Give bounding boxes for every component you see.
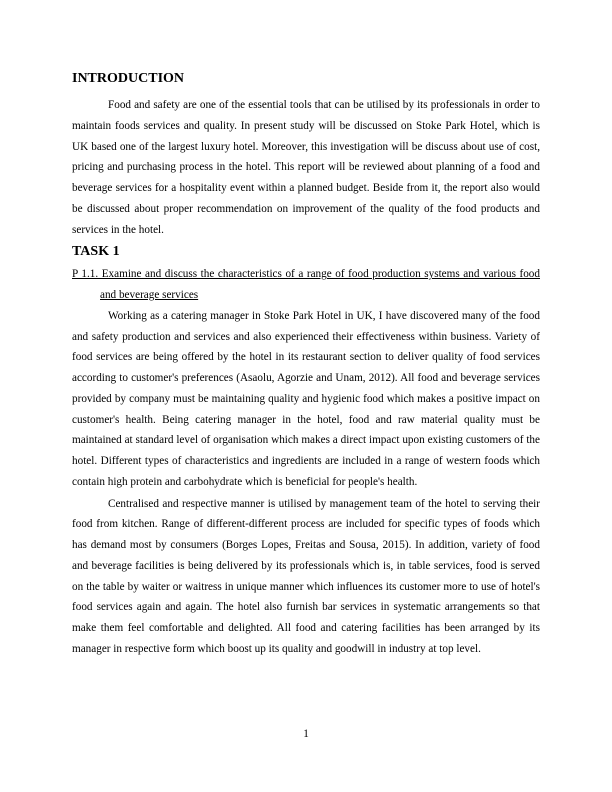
introduction-paragraph: Food and safety are one of the essential tools that can be utilised by its professionals in order to maintain foods services and quality. In present study will be discussed on Stoke Park Hotel, which is UK based one of the largest luxury hotel. Moreover, this investigation will be discuss about use of cost, pricing and purchasing process in the hotel. This report will be reviewed about planning of a food and beverage services for a hospitality event within a planned budget. Beside from it, the report also would be discussed about proper recommendation on improvement of the quality of the food products and services in the hotel. bbox=[72, 99, 540, 236]
page-number: 1 bbox=[303, 728, 309, 740]
task1-heading: TASK 1 bbox=[72, 244, 120, 260]
document-page bbox=[72, 70, 540, 661]
task1-paragraph-1: Working as a catering manager in Stoke Park Hotel in UK, I have discovered many of the food and safety production and services and also experienced their effectiveness within business. Variety of food services are being offered by the hotel in its restaurant section to deliver quality of food services according to customer's preferences (Asaolu, Agorzie and Unam, 2012). All food and beverage services provided by company must be maintaining quality and hygienic food which makes a positive impact on customer's health. Being catering manager in the hotel, food and raw material quality must be maintained at standard level of organisation which makes a direct impact upon existing customers of the hotel. Different types of characteristics and ingredients are included in a range of western foods which contain high protein and carbohydrate which is beneficial for people's health. bbox=[72, 309, 540, 488]
task1-paragraph-2: Centralised and respective manner is utilised by management team of the hotel to serving their food from kitchen. Range of different-different process are included for specific types of foods which has demand most by consumers (Borges Lopes, Freitas and Sousa, 2015). In addition, variety of food and beverage facilities is being delivered by its professionals which is, in table services, food is served on the table by waiter or waitress in unique manner which influences its customer more to use of hotel's food services again and again. The hotel also furnish bar services in systematic arrangements so that make them feel comfortable and delighted. All food and catering facilities has been arranged by its manager in respective form which boost up its quality and goodwill in industry at top level. bbox=[72, 497, 540, 655]
task1-subheading: P 1.1. Examine and discuss the characteristics of a range of food production systems and various food and beverage services bbox=[72, 268, 540, 301]
introduction-heading: INTRODUCTION bbox=[72, 71, 185, 86]
